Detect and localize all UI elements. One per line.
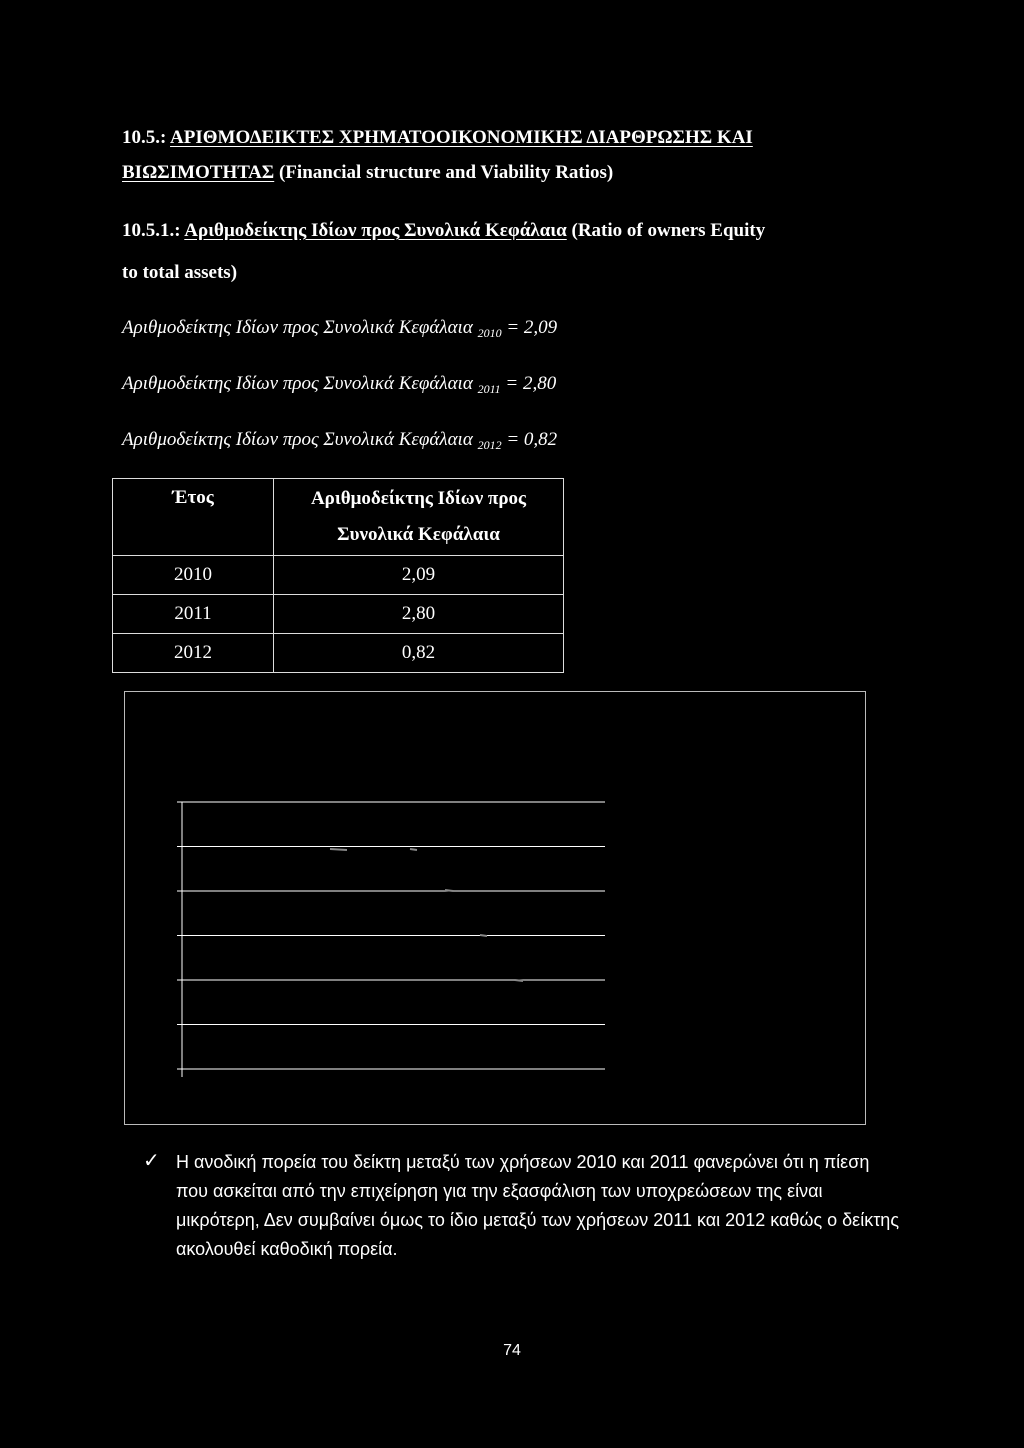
- formula-value: = 0,82: [506, 429, 558, 450]
- section-title-greek: ΑΡΙΘΜΟΔΕΙΚΤΕΣ ΧΡΗΜΑΤΟΟΙΚΟΝΟΜΙΚΗΣ ΔΙΑΡΘΡΩΣΗΣ ΚΑΙ: [170, 127, 753, 148]
- data-mark: [445, 890, 453, 891]
- section-title-english: (Financial structure and Viability Ratios): [278, 162, 614, 183]
- header-ratio: [274, 479, 564, 556]
- subsection-title-english-2: to total assets): [122, 262, 238, 283]
- header-ratio-line1: Αριθμοδείκτης Ιδίων προς: [310, 488, 527, 509]
- cell-year: 2011: [113, 595, 274, 634]
- section-number: 10.5.:: [122, 127, 167, 148]
- header-ratio-line2: Συνολικά Κεφάλαια: [337, 524, 500, 545]
- formula-year: 2010: [477, 326, 502, 340]
- formula-value: = 2,09: [506, 317, 558, 338]
- cell-value: 2,09: [274, 556, 564, 595]
- formula-2011: [122, 373, 556, 397]
- cell-year: 2012: [113, 634, 274, 673]
- section-title-greek-2: ΒΙΩΣΙΜΟΤΗΤΑΣ: [122, 162, 275, 183]
- subsection-heading-line2: [122, 262, 237, 284]
- formula-year: 2011: [477, 382, 501, 396]
- ratio-table: [112, 478, 564, 673]
- formula-2012: [122, 429, 557, 453]
- formula-value: = 2,80: [505, 373, 557, 394]
- table-row: [113, 634, 564, 673]
- cell-value: 0,82: [274, 634, 564, 673]
- check-icon: ✓: [143, 1150, 160, 1172]
- cell-year: 2010: [113, 556, 274, 595]
- header-year: Έτος: [113, 479, 274, 556]
- formula-2010: [122, 317, 557, 341]
- section-heading-line2: [122, 162, 613, 184]
- table-row: [113, 556, 564, 595]
- formula-label: Αριθμοδείκτης Ιδίων προς Συνολικά Κεφάλαια: [122, 429, 473, 450]
- page-number: 74: [503, 1342, 521, 1359]
- cell-value: 2,80: [274, 595, 564, 634]
- table-row: [113, 595, 564, 634]
- data-mark: [410, 849, 417, 850]
- chart-svg: [125, 692, 865, 1124]
- subsection-number: 10.5.1.:: [122, 220, 181, 241]
- formula-year: 2012: [477, 438, 502, 452]
- subsection-title-greek: Αριθμοδείκτης Ιδίων προς Συνολικά Κεφάλαια: [184, 220, 567, 241]
- table-header-row: [113, 479, 564, 556]
- section-heading: [122, 127, 753, 149]
- formula-label: Αριθμοδείκτης Ιδίων προς Συνολικά Κεφάλαια: [122, 373, 473, 394]
- data-mark: [515, 980, 523, 981]
- note-text: Η ανοδική πορεία του δείκτη μεταξύ των χρήσεων 2010 και 2011 φανερώνει ότι η πίεση που ασκείται από την επιχείρηση για την εξασφάλιση των υποχρεώσεων της είναι μικρότερη, Δεν συμβαίνει όμως το ίδιο μεταξύ των χρήσεων 2011 και 2012 καθώς ο δείκτης ακολουθεί καθοδική πορεία.: [176, 1152, 899, 1259]
- subsection-heading: [122, 220, 765, 242]
- data-mark: [480, 935, 487, 936]
- data-mark: [330, 849, 347, 850]
- chart-frame: [124, 691, 866, 1125]
- subsection-title-english: (Ratio of owners Equity: [571, 220, 766, 241]
- formula-label: Αριθμοδείκτης Ιδίων προς Συνολικά Κεφάλαια: [122, 317, 473, 338]
